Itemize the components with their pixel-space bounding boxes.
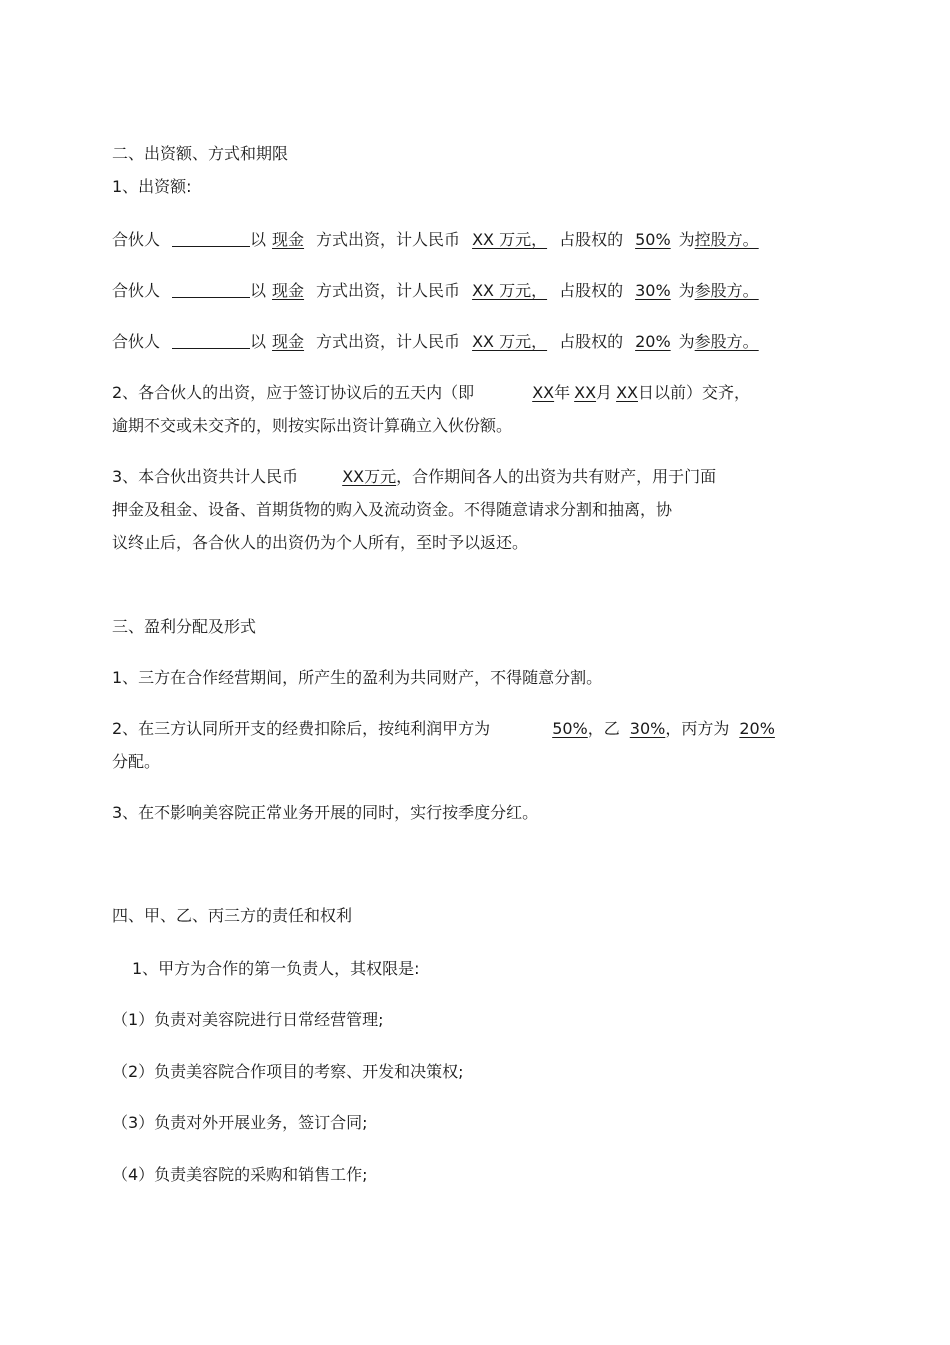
percent-value: 30% bbox=[635, 281, 671, 300]
section2-p3: 3、本合伙出资共计人民币 XX万元，合作期间各人的出资为共有财产，用于门面 bbox=[112, 467, 717, 486]
section3-p1: 1、三方在合作经营期间，所产生的盈利为共同财产，不得随意分割。 bbox=[112, 668, 603, 687]
percent-value: 50% bbox=[635, 230, 671, 249]
yi-share: 30% bbox=[629, 719, 666, 738]
month-value: XX bbox=[574, 383, 597, 402]
amount-value: XX 万元， bbox=[472, 332, 548, 351]
partner-label: 合伙人 bbox=[112, 230, 161, 249]
section2-p2-line2: 逾期不交或未交齐的，则按实际出资计算确立入伙份额。 bbox=[112, 416, 513, 435]
list-item: （1）负责对美容院进行日常经营管理; bbox=[112, 1010, 384, 1029]
amount-value: XX 万元， bbox=[472, 230, 548, 249]
section3-p2-line2: 分配。 bbox=[112, 752, 161, 771]
partner-row: 合伙人 以 现金 方式出资，计人民币 XX 万元， 占股权的 20% 为参股方。 bbox=[112, 332, 759, 351]
partner-row: 合伙人 以 现金 方式出资，计人民币 XX 万元， 占股权的 50% 为控股方。 bbox=[112, 230, 759, 249]
name-blank bbox=[172, 230, 250, 247]
bing-share: 20% bbox=[739, 719, 775, 738]
role-value: 参股方。 bbox=[694, 332, 759, 351]
method-value: 现金 bbox=[272, 230, 305, 249]
amount-value: XX 万元， bbox=[472, 281, 548, 300]
method-value: 现金 bbox=[272, 281, 305, 300]
section3-p3: 3、在不影响美容院正常业务开展的同时，实行按季度分红。 bbox=[112, 803, 539, 822]
jia-share: 50% bbox=[552, 719, 588, 738]
role-value: 控股方。 bbox=[694, 230, 759, 249]
section2-p2: 2、各合伙人的出资，应于签订协议后的五天内（即 XX年 XX月 XX日以前）交齐， bbox=[112, 383, 750, 402]
partner-label: 合伙人 bbox=[112, 332, 161, 351]
partner-row: 合伙人 以 现金 方式出资，计人民币 XX 万元， 占股权的 30% 为参股方。 bbox=[112, 281, 759, 300]
section4-heading: 四、甲、乙、丙三方的责任和权利 bbox=[112, 906, 353, 925]
name-blank bbox=[172, 332, 250, 349]
section2-heading: 二、出资额、方式和期限 bbox=[112, 144, 289, 163]
list-item: （2）负责美容院合作项目的考察、开发和决策权; bbox=[112, 1062, 464, 1081]
section3-p2: 2、在三方认同所开支的经费扣除后，按纯利润甲方为 50%，乙 30%，丙方为 20% bbox=[112, 719, 775, 738]
percent-value: 20% bbox=[635, 332, 671, 351]
section3-heading: 三、盈利分配及形式 bbox=[112, 617, 257, 636]
section2-p3-line3: 议终止后，各合伙人的出资仍为个人所有，至时予以返还。 bbox=[112, 533, 529, 552]
section2-p3-line2: 押金及租金、设备、首期货物的购入及流动资金。不得随意请求分割和抽离，协 bbox=[112, 500, 673, 519]
year-value: XX bbox=[532, 383, 555, 402]
section4-sub1: 1、甲方为合作的第一负责人，其权限是: bbox=[132, 959, 420, 978]
section2-sub1: 1、出资额: bbox=[112, 177, 192, 196]
list-item: （3）负责对外开展业务，签订合同; bbox=[112, 1113, 368, 1132]
role-value: 参股方。 bbox=[694, 281, 759, 300]
partner-label: 合伙人 bbox=[112, 281, 161, 300]
total-value: XX万元 bbox=[342, 467, 397, 486]
name-blank bbox=[172, 281, 250, 298]
day-value: XX bbox=[616, 383, 638, 402]
method-value: 现金 bbox=[272, 332, 305, 351]
list-item: （4）负责美容院的采购和销售工作; bbox=[112, 1165, 368, 1184]
